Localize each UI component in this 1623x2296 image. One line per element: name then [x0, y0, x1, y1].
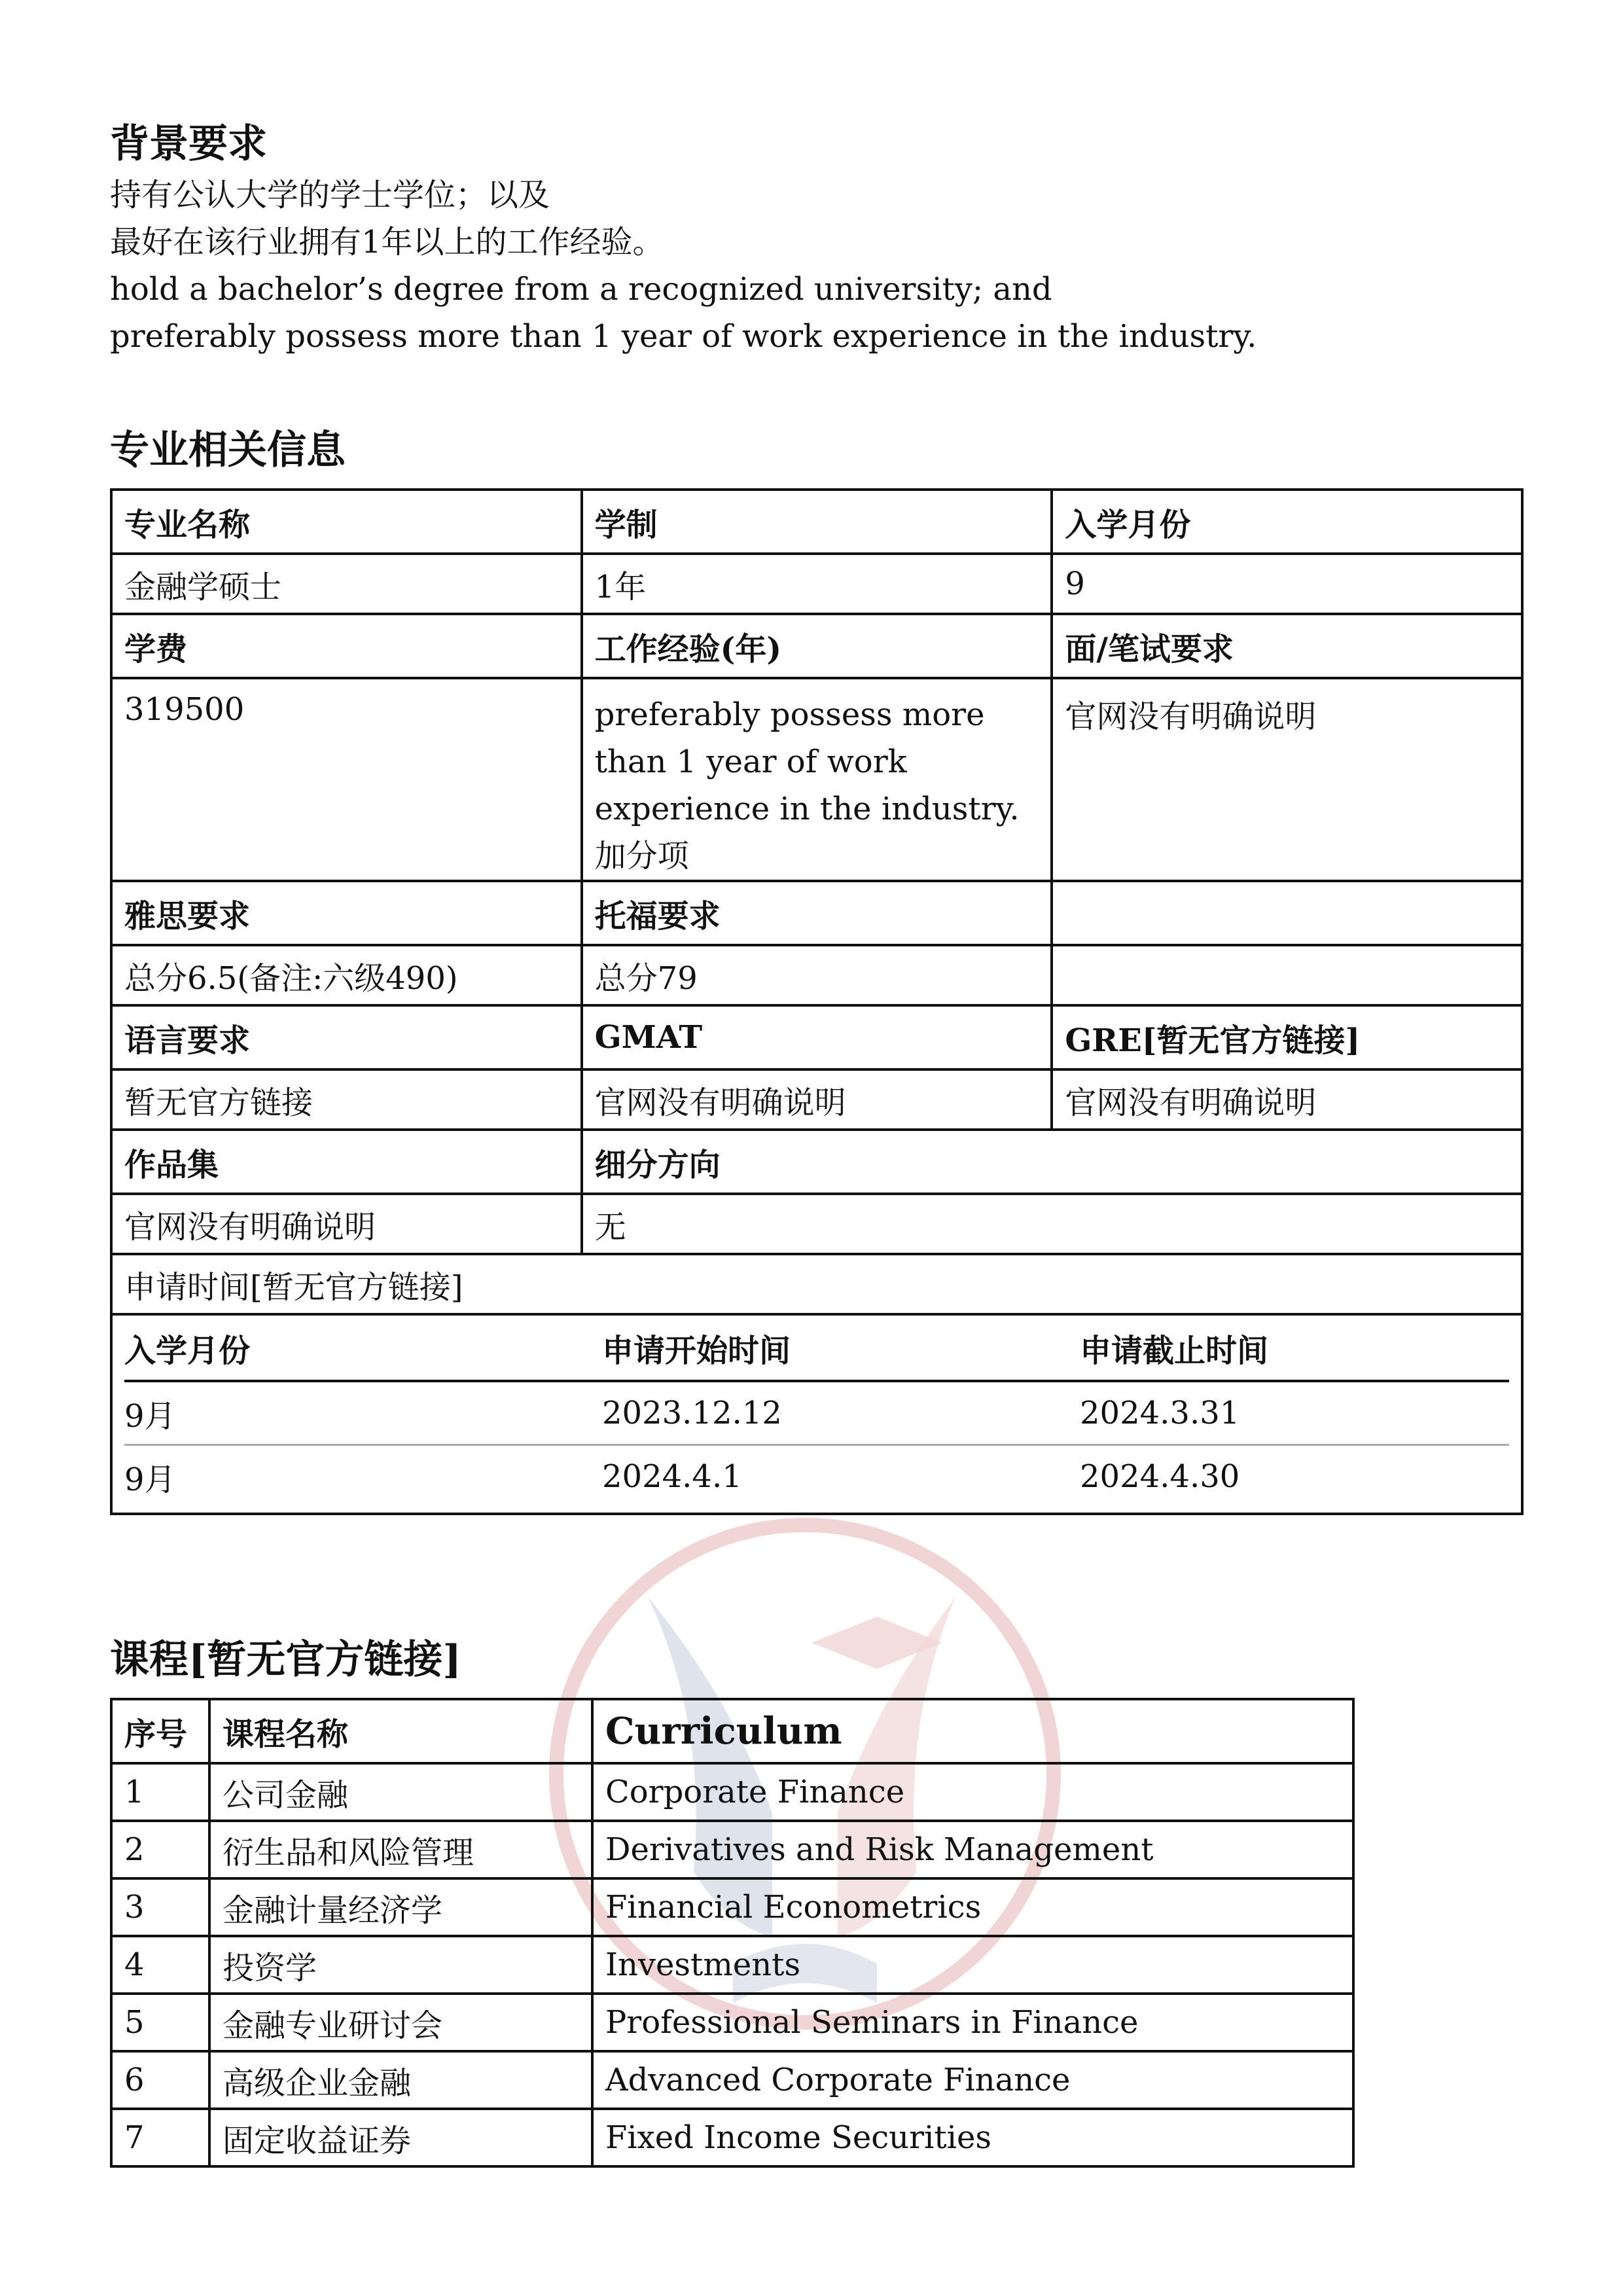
course-name: 金融专业研讨会: [209, 1994, 592, 2051]
schedule-cell: 9月: [124, 1461, 176, 1498]
direction-value: 无: [582, 1194, 1522, 1254]
gmat-value: 官网没有明确说明: [582, 1069, 1052, 1130]
background-line: 最好在该行业拥有1年以上的工作经验。: [110, 224, 664, 260]
gre-label: GRE[暂无官方链接]: [1052, 1005, 1522, 1069]
background-line: hold a bachelor’s degree from a recognized university; and: [110, 271, 1052, 308]
program-name-label: 专业名称: [111, 490, 582, 554]
course-index: 5: [111, 1994, 209, 2051]
intake-value: 9: [1052, 554, 1522, 614]
schedule-header: 入学月份: [124, 1316, 602, 1382]
language-value: 暂无官方链接: [111, 1069, 582, 1130]
schedule-cell: 2024.4.30: [1080, 1458, 1240, 1495]
gmat-label: GMAT: [582, 1005, 1052, 1069]
course-index: 6: [111, 2051, 209, 2109]
course-header-name: 课程名称: [209, 1699, 592, 1763]
course-name: 金融计量经济学: [209, 1878, 592, 1936]
work-exp-label: 工作经验(年): [582, 614, 1052, 678]
portfolio-value: 官网没有明确说明: [111, 1194, 582, 1254]
schedule-header: 申请开始时间: [602, 1316, 1080, 1382]
application-schedule: [111, 1314, 1522, 1514]
work-exp-note: 加分项: [594, 838, 689, 874]
language-label: 语言要求: [111, 1005, 582, 1069]
course-curriculum: Corporate Finance: [592, 1763, 1353, 1821]
background-line: preferably possess more than 1 year of work experience in the industry.: [110, 318, 1257, 355]
schedule-cell: 2023.12.12: [602, 1382, 1080, 1446]
course-name: 衍生品和风险管理: [209, 1821, 592, 1878]
schedule-cell: 2024.3.31: [1080, 1382, 1509, 1446]
course-index: 7: [111, 2109, 209, 2166]
courses-table: [110, 1698, 1355, 2168]
interview-value: 官网没有明确说明: [1052, 678, 1522, 881]
interview-label: 面/笔试要求: [1052, 614, 1522, 678]
info-title: 专业相关信息: [110, 427, 346, 473]
course-curriculum: Derivatives and Risk Management: [592, 1821, 1353, 1878]
table-row: [111, 1821, 1353, 1878]
empty-cell: [1052, 881, 1522, 945]
tuition-value: 319500: [111, 678, 582, 881]
toefl-value: 总分79: [582, 945, 1052, 1005]
course-index: 3: [111, 1878, 209, 1936]
table-row: [111, 1994, 1353, 2051]
intake-label: 入学月份: [1052, 490, 1522, 554]
table-row: [111, 1936, 1353, 1994]
table-row: [111, 1763, 1353, 1821]
course-curriculum: Advanced Corporate Finance: [592, 2051, 1353, 2109]
table-row: [111, 2109, 1353, 2166]
course-name: 高级企业金融: [209, 2051, 592, 2109]
schedule-header: 申请截止时间: [1080, 1316, 1509, 1382]
course-index: 1: [111, 1763, 209, 1821]
ielts-value: 总分6.5(备注:六级490): [111, 945, 582, 1005]
ielts-label: 雅思要求: [111, 881, 582, 945]
toefl-label: 托福要求: [582, 881, 1052, 945]
background-title: 背景要求: [110, 121, 267, 167]
course-curriculum: Investments: [592, 1936, 1353, 1994]
course-curriculum: Professional Seminars in Finance: [592, 1994, 1353, 2051]
portfolio-label: 作品集: [111, 1130, 582, 1194]
gre-value: 官网没有明确说明: [1052, 1069, 1522, 1130]
program-name-value: 金融学硕士: [111, 554, 582, 614]
direction-label: 细分方向: [582, 1130, 1522, 1194]
course-curriculum: Financial Econometrics: [592, 1878, 1353, 1936]
table-row: [111, 1878, 1353, 1936]
empty-cell: [1052, 945, 1522, 1005]
course-header-index: 序号: [111, 1699, 209, 1763]
table-row: [111, 2051, 1353, 2109]
course-name: 公司金融: [209, 1763, 592, 1821]
work-exp-value: preferably possess more than 1 year of work experience in the industry.: [594, 696, 1020, 827]
course-name: 投资学: [209, 1936, 592, 1994]
schedule-cell: 2024.4.1: [602, 1458, 742, 1495]
courses-title: 课程[暂无官方链接]: [110, 1637, 461, 1683]
tuition-label: 学费: [111, 614, 582, 678]
course-header-curriculum: Curriculum: [592, 1699, 1353, 1763]
course-index: 2: [111, 1821, 209, 1878]
duration-value: 1年: [582, 554, 1052, 614]
program-info-table: [110, 488, 1524, 1515]
duration-label: 学制: [582, 490, 1052, 554]
course-name: 固定收益证券: [209, 2109, 592, 2166]
work-exp-cell: [582, 678, 1052, 881]
background-line: 持有公认大学的学士学位；以及: [110, 177, 550, 213]
course-index: 4: [111, 1936, 209, 1994]
schedule-cell: 9月: [124, 1382, 602, 1446]
application-time-label: 申请时间[暂无官方链接]: [111, 1254, 1522, 1314]
course-curriculum: Fixed Income Securities: [592, 2109, 1353, 2166]
